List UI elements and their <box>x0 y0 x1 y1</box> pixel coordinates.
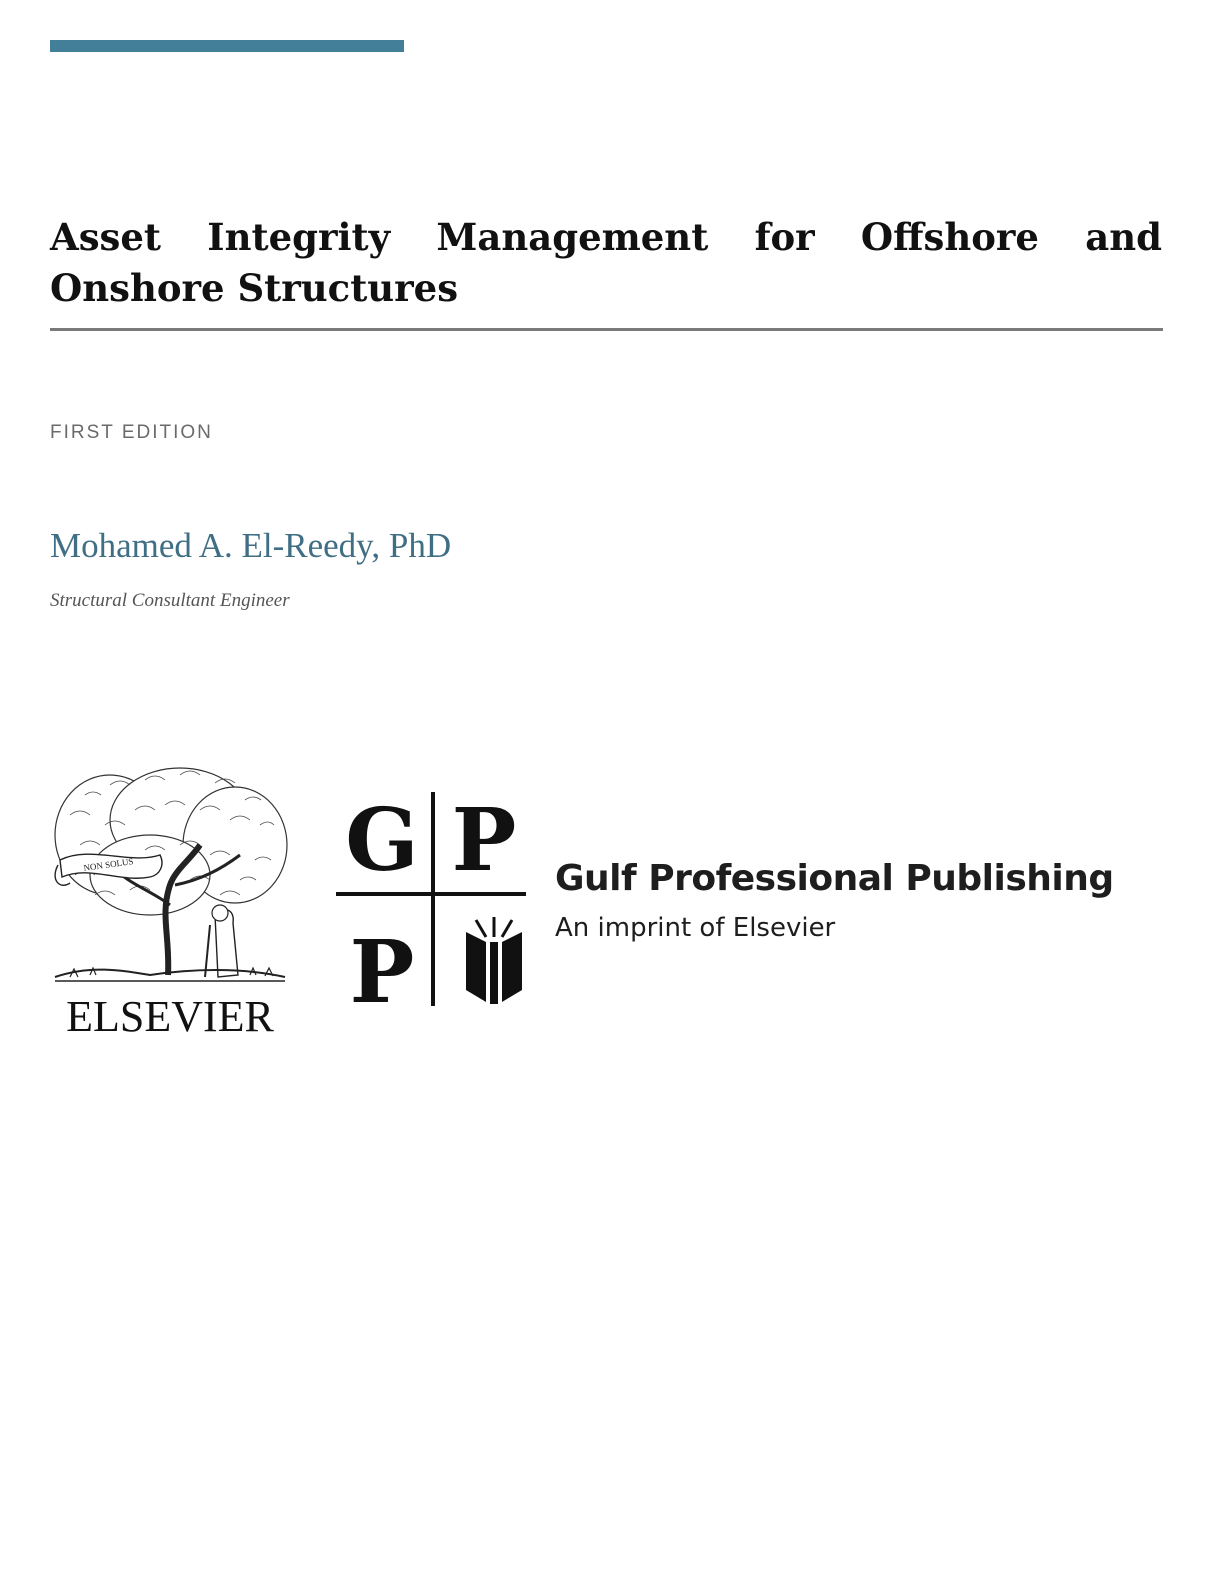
elsevier-wordmark: ELSEVIER <box>66 992 274 1040</box>
elsevier-logo <box>50 765 290 1040</box>
author-affiliation: Structural Consultant Engineer <box>50 590 290 611</box>
elsevier-motto: NON SOLUS <box>82 856 135 873</box>
gpp-publisher-name: Gulf Professional Publishing <box>555 858 1114 899</box>
tree-icon <box>55 768 287 981</box>
gpp-imprint-tagline: An imprint of Elsevier <box>555 913 836 943</box>
open-book-icon <box>466 917 522 1004</box>
gpp-letter-p-top: P <box>451 792 517 891</box>
top-accent-bar <box>50 40 404 52</box>
title-divider <box>50 328 1163 331</box>
gpp-letter-p-bottom: P <box>349 922 415 1007</box>
gpp-monogram <box>336 792 526 1007</box>
author-name: Mohamed A. El-Reedy, PhD <box>50 526 452 565</box>
book-title: Asset Integrity Management for Offshore and Onshore Structures <box>50 215 1162 310</box>
gpp-letter-g: G <box>345 792 419 891</box>
edition-label: FIRST EDITION <box>50 422 213 443</box>
